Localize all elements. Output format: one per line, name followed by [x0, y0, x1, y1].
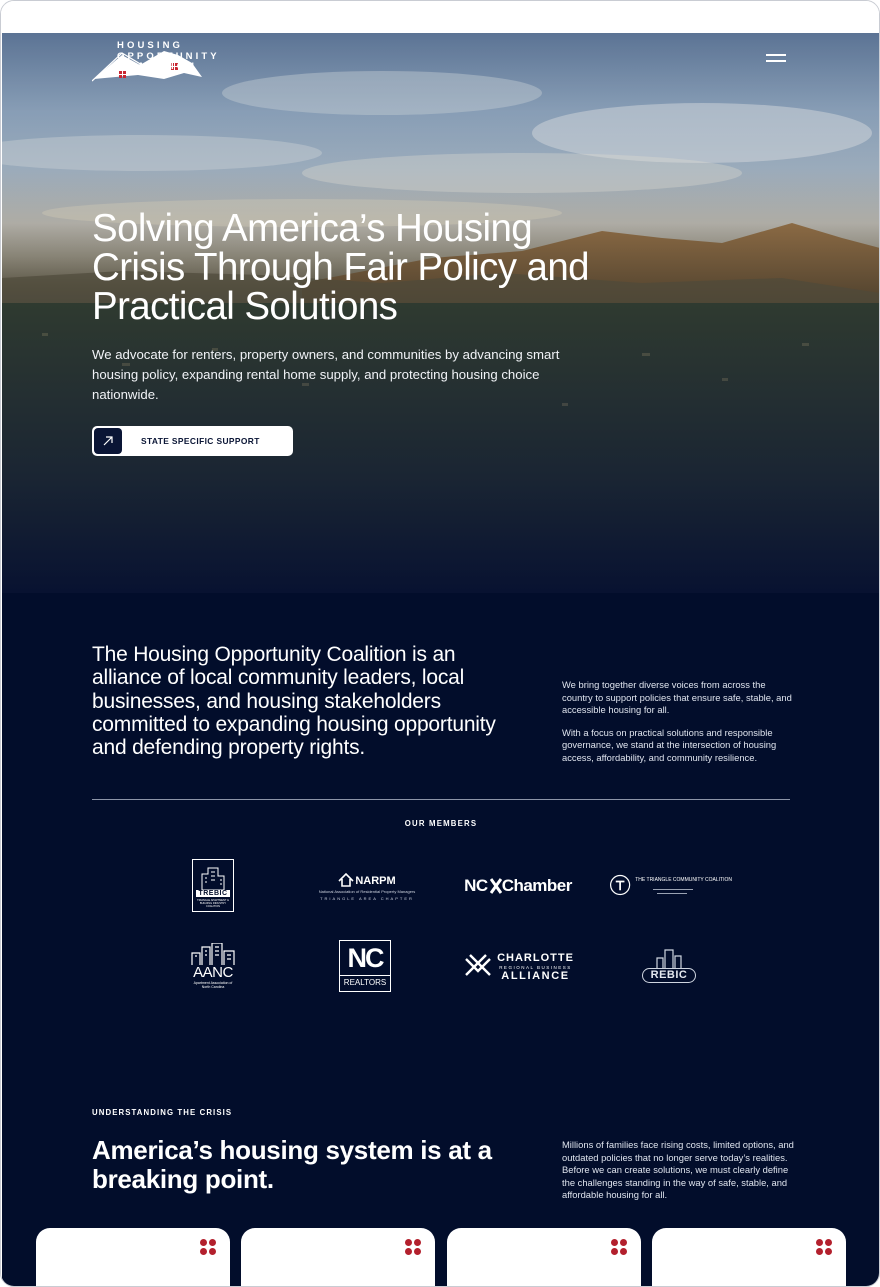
narpm-subtext: National Association of Residential Property Managers [318, 889, 416, 894]
about-lead-text: The Housing Opportunity Coalition is an alliance of local community leaders, local businesses, and housing stakeholders committed to expanding housing opportunity and defending property rights. [92, 643, 496, 760]
triangle-coalition-name: THE TRIANGLE COMMUNITY COALITION [635, 876, 732, 883]
nc-realtors-word: REALTORS [340, 975, 390, 990]
nc-realtors-nc: NC [347, 943, 383, 973]
hamburger-menu-icon[interactable] [762, 47, 790, 69]
arrow-up-right-icon [94, 428, 122, 454]
nc-chamber-chamber: Chamber [501, 876, 572, 895]
state-specific-support-button[interactable] [92, 426, 293, 456]
section-divider [92, 799, 790, 800]
member-logo-nc-chamber[interactable] [454, 873, 582, 899]
chamber-x-mark-icon [490, 878, 502, 894]
member-logo-aanc[interactable] [186, 939, 240, 993]
house-roof-icon [338, 873, 354, 887]
trebic-subtext: TRIANGLE APARTMENT & BUILDING INDUSTRY COALITION [197, 898, 229, 908]
red-dots-icon [611, 1239, 627, 1255]
building-icon [198, 864, 228, 890]
red-dots-icon [405, 1239, 421, 1255]
narpm-chapter: TRIANGLE AREA CHAPTER [320, 896, 414, 901]
about-paragraph-2: With a focus on practical solutions and responsible governance, we stand at the intersection of housing access, affordability, and community resilience. [562, 726, 777, 763]
member-logo-triangle-community-coalition[interactable] [608, 871, 732, 899]
red-dots-icon [200, 1239, 216, 1255]
crisis-card-3[interactable] [447, 1228, 641, 1287]
crisis-eyebrow: UNDERSTANDING THE CRISIS [92, 1108, 233, 1117]
member-logo-narpm[interactable] [306, 867, 428, 907]
logo-text: HOUSING OPPORTUNITY COALITION [117, 40, 220, 72]
charlotte-alliance: ALLIANCE [501, 969, 570, 982]
member-logo-nc-realtors[interactable] [339, 940, 391, 992]
page [2, 33, 880, 1287]
aanc-subtext: Apartment Association of North Carolina [193, 981, 233, 989]
members-title: OUR MEMBERS [404, 819, 478, 828]
hero-title: Solving America’s Housing Crisis Through Fair Policy and Practical Solutions [92, 207, 589, 328]
crisis-card-4[interactable] [652, 1228, 846, 1287]
member-logo-charlotte-alliance[interactable] [458, 951, 580, 983]
rebic-skyline-icon [649, 948, 689, 968]
browser-top-bar [1, 1, 880, 33]
crisis-card-1[interactable] [36, 1228, 230, 1287]
aanc-wordmark: AANC [193, 964, 233, 981]
trebic-wordmark: TREBIC [198, 889, 228, 897]
member-logo-rebic[interactable] [638, 943, 700, 987]
crisis-text: Millions of families face rising costs, limited options, and outdated policies that no longer serve today’s realities. Before we can create solutions, we must clearly define the challenges standing in the way of safe, stable, and affordable housing for all. [562, 1139, 794, 1201]
triangle-coalition-circle-icon [608, 871, 632, 899]
hero-section [2, 33, 880, 593]
member-logo-trebic[interactable] [192, 859, 234, 912]
apartment-buildings-icon [190, 943, 236, 965]
nc-chamber-nc: NC [464, 876, 488, 895]
about-description [562, 679, 797, 765]
crisis-title: America’s housing system is at a breaking point. [92, 1135, 492, 1194]
charlotte-crown-icon [464, 953, 492, 981]
charlotte-name: CHARLOTTE [497, 951, 574, 964]
crisis-card-2[interactable] [241, 1228, 435, 1287]
hero-subtitle: We advocate for renters, property owners, and communities by advancing smart housing policy, expanding rental home supply, and protecting housing choice nationwide. [92, 347, 560, 402]
rebic-wordmark: REBIC [642, 968, 697, 983]
about-paragraph-1: We bring together diverse voices from across the country to support policies that ensure safe, stable, and accessible housing for all. [562, 679, 792, 716]
red-dots-icon [816, 1239, 832, 1255]
cta-label: STATE SPECIFIC SUPPORT [141, 436, 260, 446]
charlotte-regional-business: REGIONAL BUSINESS [499, 964, 572, 970]
narpm-wordmark: NARPM [355, 875, 396, 887]
